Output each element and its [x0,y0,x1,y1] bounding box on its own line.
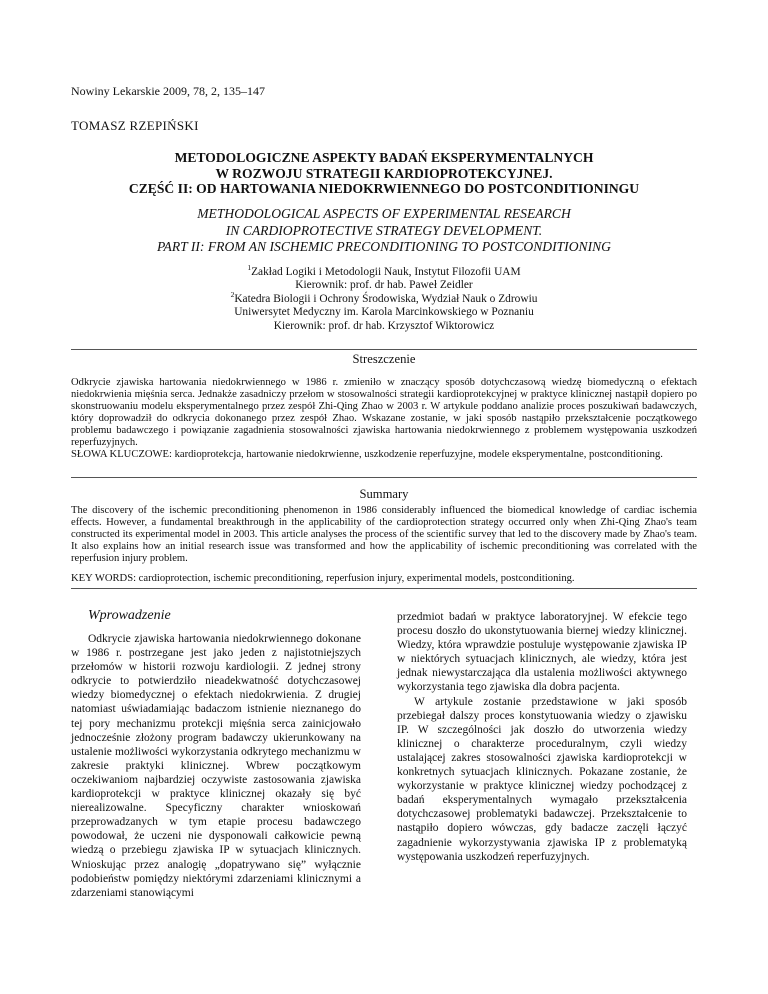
key-words: KEY WORDS: cardioprotection, ischemic preconditioning, reperfusion injury, experimental models, postconditioning. [71,573,575,584]
title-polish [60,150,708,197]
affiliation-marker: 2 [230,290,235,300]
summary-heading: Summary [359,487,409,501]
affiliation-1-head: Kierownik: prof. dr hab. Paweł Zeidler [295,279,473,292]
affiliation-2-head: Kierownik: prof. dr hab. Krzysztof Wiktorowicz [273,319,495,332]
affiliation-1 [60,263,708,279]
body-paragraph: Odkrycie zjawiska hartowania niedokrwiennego dokonane w 1986 r. postrzegane jest jako jeden z najistotniejszych przełomów w historii rozwoju kardiologii. Z jednej strony odkrycie to potwierdziło nieadekwatność dotychczasowej wiedzy biomedycznej o efektach niedokrwienia. Z drugiej natomiast uświadamiając badaczom istnienie nieznanego do tej pory mechanizmu protekcji mięśnia serca zainicjowało jednocześnie złożony program badawczy ukierunkowany na ustalenie możliwości wykorzystania odkrytego mechanizmu w zakresie praktyki klinicznej. Wbrew początkowym oczekiwaniom najbardziej oczywiste zastosowania zjawiska kardioprotekcji w praktyce klinicznej okazały się być nierealizowalne. Specyficzny charakter wnioskowań przeprowadzanych w tym etapie procesu badawczego powodował, że uczeni nie dysponowali całkowicie pewną wiedzą o przebiegu zjawiska IP w sytuacjach klinicznych. Wnioskując przez analogię „dopatrywano się” wyłącznie podobieństw pomiędzy niektórymi zdarzeniami klinicznymi a zdarzeniami stanowiącymi [71,633,361,899]
title-english-line: PART II: FROM AN ISCHEMIC PRECONDITIONING TO POSTCONDITIONING [156,239,611,254]
section-title: Wprowadzenie [88,608,171,623]
affiliation-text: Katedra Biologii i Ochrony Środowiska, Wydział Nauk o Zdrowiu [234,292,538,305]
body-paragraph: przedmiot badań w praktyce laboratoryjnej. W efekcie tego procesu doszło do ukonstytuowania biernej wiedzy klinicznej. Wiedzy, która wprawdzie postuluje występowanie zjawiska IP w niektórych sytuacjach klinicznych, ale wiedzy, która jest jednak niewystarczająca dla ustalenia możliwości aktywnego wykorzystania tego zjawiska dla dobra pacjenta. [397,611,687,694]
title-polish-line: W ROZWOJU STRATEGII KARDIOPROTEKCYJNEJ. [215,165,553,181]
title-english-line: METHODOLOGICAL ASPECTS OF EXPERIMENTAL RESEARCH [197,206,571,221]
right-column [397,610,687,864]
title-polish-line: METODOLOGICZNE ASPEKTY BADAŃ EKSPERYMENTALNYCH [174,150,594,165]
divider [71,349,697,350]
summary-text: The discovery of the ischemic preconditioning phenomenon in 1986 considerably influenced the biomedical knowledge of cardiac ischemia effects. However, a fundamental breakthrough in the applicability of the cardioprotection strategy occurred only when Zhi-Qing Zhao's team constructed its experimental model in 2003. This article analyses the process of the scientific survey that led to the discovery made by Zhao's team. It also explains how an initial research issue was transformed and how the applicability of ischemic preconditioning was correlated with the reperfusion injury problem. [71,505,697,565]
affiliation-text: Zakład Logiki i Metodologii Nauk, Instytut Filozofii UAM [251,266,521,278]
affiliations [60,263,708,333]
title-english [60,206,708,256]
author-name: TOMASZ RZEPIŃSKI [71,118,199,133]
affiliation-2-university: Uniwersytet Medyczny im. Karola Marcinkowskiego w Poznaniu [234,306,534,319]
journal-citation: Nowiny Lekarskie 2009, 78, 2, 135–147 [71,84,265,98]
streszczenie-heading: Streszczenie [352,352,416,366]
divider [71,588,697,589]
divider [71,477,697,478]
left-column [71,608,361,900]
body-paragraph: W artykule zostanie przedstawione w jaki sposób przebiegał dalszy proces konstytuowania wiedzy o zjawisku IP. W szczególności jak doszło do utworzenia wiedzy klinicznej o charakterze proceduralnym, czyli wiedzy ustalającej zakres stosowalności zjawiska kardioprotekcji w konkretnych sytuacjach klinicznych. Pokazane zostanie, że wykorzystanie w praktyce klinicznej wiedzy pochodzącej z badań eksperymentalnych wymagało przekształcenia dotychczasowej problematyki badawczej. Przekształcenie to nastąpiło dopiero wówczas, gdy badacze zaczęli łączyć zagadnienie wykorzystywania zjawiska IP z problematyką występowania uszkodzeń reperfuzyjnych. [397,695,687,863]
title-polish-line: CZĘŚĆ II: OD HARTOWANIA NIEDOKRWIENNEGO DO POSTCONDITIONINGU [128,181,640,196]
title-english-line: IN CARDIOPROTECTIVE STRATEGY DEVELOPMENT. [225,222,543,238]
affiliation-2 [60,290,708,306]
slowa-kluczowe: SŁOWA KLUCZOWE: kardioprotekcja, hartowanie niedokrwienne, uszkodzenie reperfuzyjne, modele eksperymentalne, postconditioning. [71,449,663,460]
streszczenie-text: Odkrycie zjawiska hartowania niedokrwiennego w 1986 r. zmieniło w znaczący sposób dotychczasową wiedzę biomedyczną o efektach niedokrwienia mięśnia serca. Jednakże zasadniczy przełom w stosowalności strategii kardioprotekcyjnej w praktyce klinicznej nastąpił dopiero po skonstruowaniu modelu eksperymentalnego przez zespół Zhi-Qing Zhao w 2003 r. W artykule poddano analizie proces poszukiwań badawczych, który doprowadził do odkrycia dokonanego przez zespół Zhao. Wskazane zostanie, w jaki sposób nastąpiło przekształcenie początkowego problemu badawczego i powiązanie zagadnienia stosowalności zjawiska hartowania niedokrwiennego z problemem występowania uszkodzeń reperfuzyjnych. [71,377,697,449]
affiliation-marker: 1 [247,263,252,273]
